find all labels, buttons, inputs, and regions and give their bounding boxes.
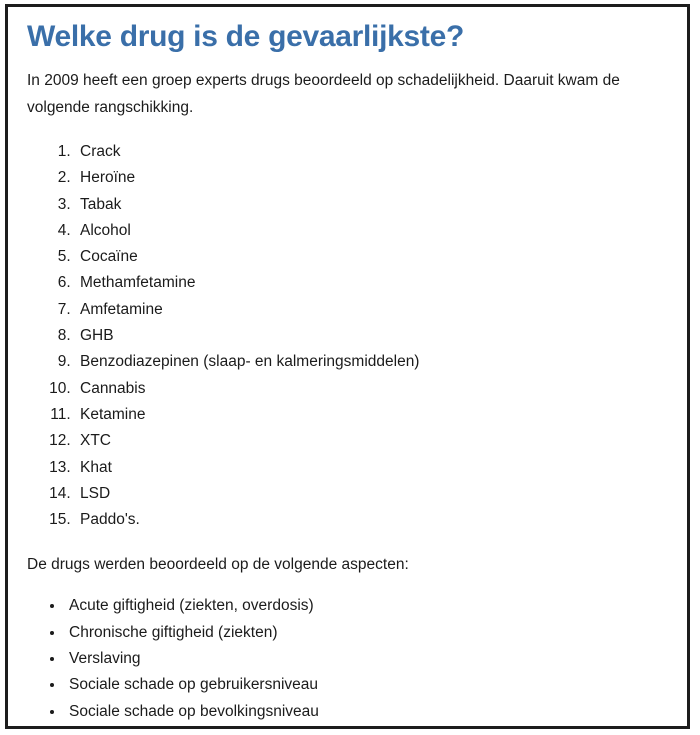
list-item: • Sociale schade op bevolkingsniveau [65,699,663,725]
list-item: 4. Alcohol [75,218,663,244]
list-item: • Chronische giftigheid (ziekten) [65,620,663,646]
content-frame [5,4,690,729]
aspects-intro-paragraph: De drugs werden beoordeeld op de volgende aspecten: [27,556,409,574]
list-item: 1. Crack [75,139,663,165]
list-item: • Sociale schade op gebruikersniveau [65,672,663,698]
list-item: 12. XTC [75,428,663,454]
list-item: • Acute giftigheid (ziekten, overdosis) [65,593,663,619]
list-item: 15. Paddo's. [75,507,663,533]
list-item: 8. GHB [75,323,663,349]
list-item: • Verslaving [65,646,663,672]
list-item: 2. Heroïne [75,165,663,191]
list-item: 9. Benzodiazepinen (slaap- en kalmeringsmiddelen) [75,349,663,375]
list-item: 11. Ketamine [75,402,663,428]
list-item: 6. Methamfetamine [75,270,663,296]
assessment-aspects-list [27,593,663,724]
intro-paragraph: In 2009 heeft een groep experts drugs beoordeeld op schadelijkheid. Daaruit kwam de volgende rangschikking. [27,72,620,116]
list-item: 14. LSD [75,481,663,507]
list-item: 13. Khat [75,455,663,481]
list-item: 7. Amfetamine [75,297,663,323]
drug-ranking-list [27,139,663,533]
list-item: 10. Cannabis [75,376,663,402]
list-item: 3. Tabak [75,192,663,218]
page-title: Welke drug is de gevaarlijkste? [27,20,464,53]
list-item: 5. Cocaïne [75,244,663,270]
